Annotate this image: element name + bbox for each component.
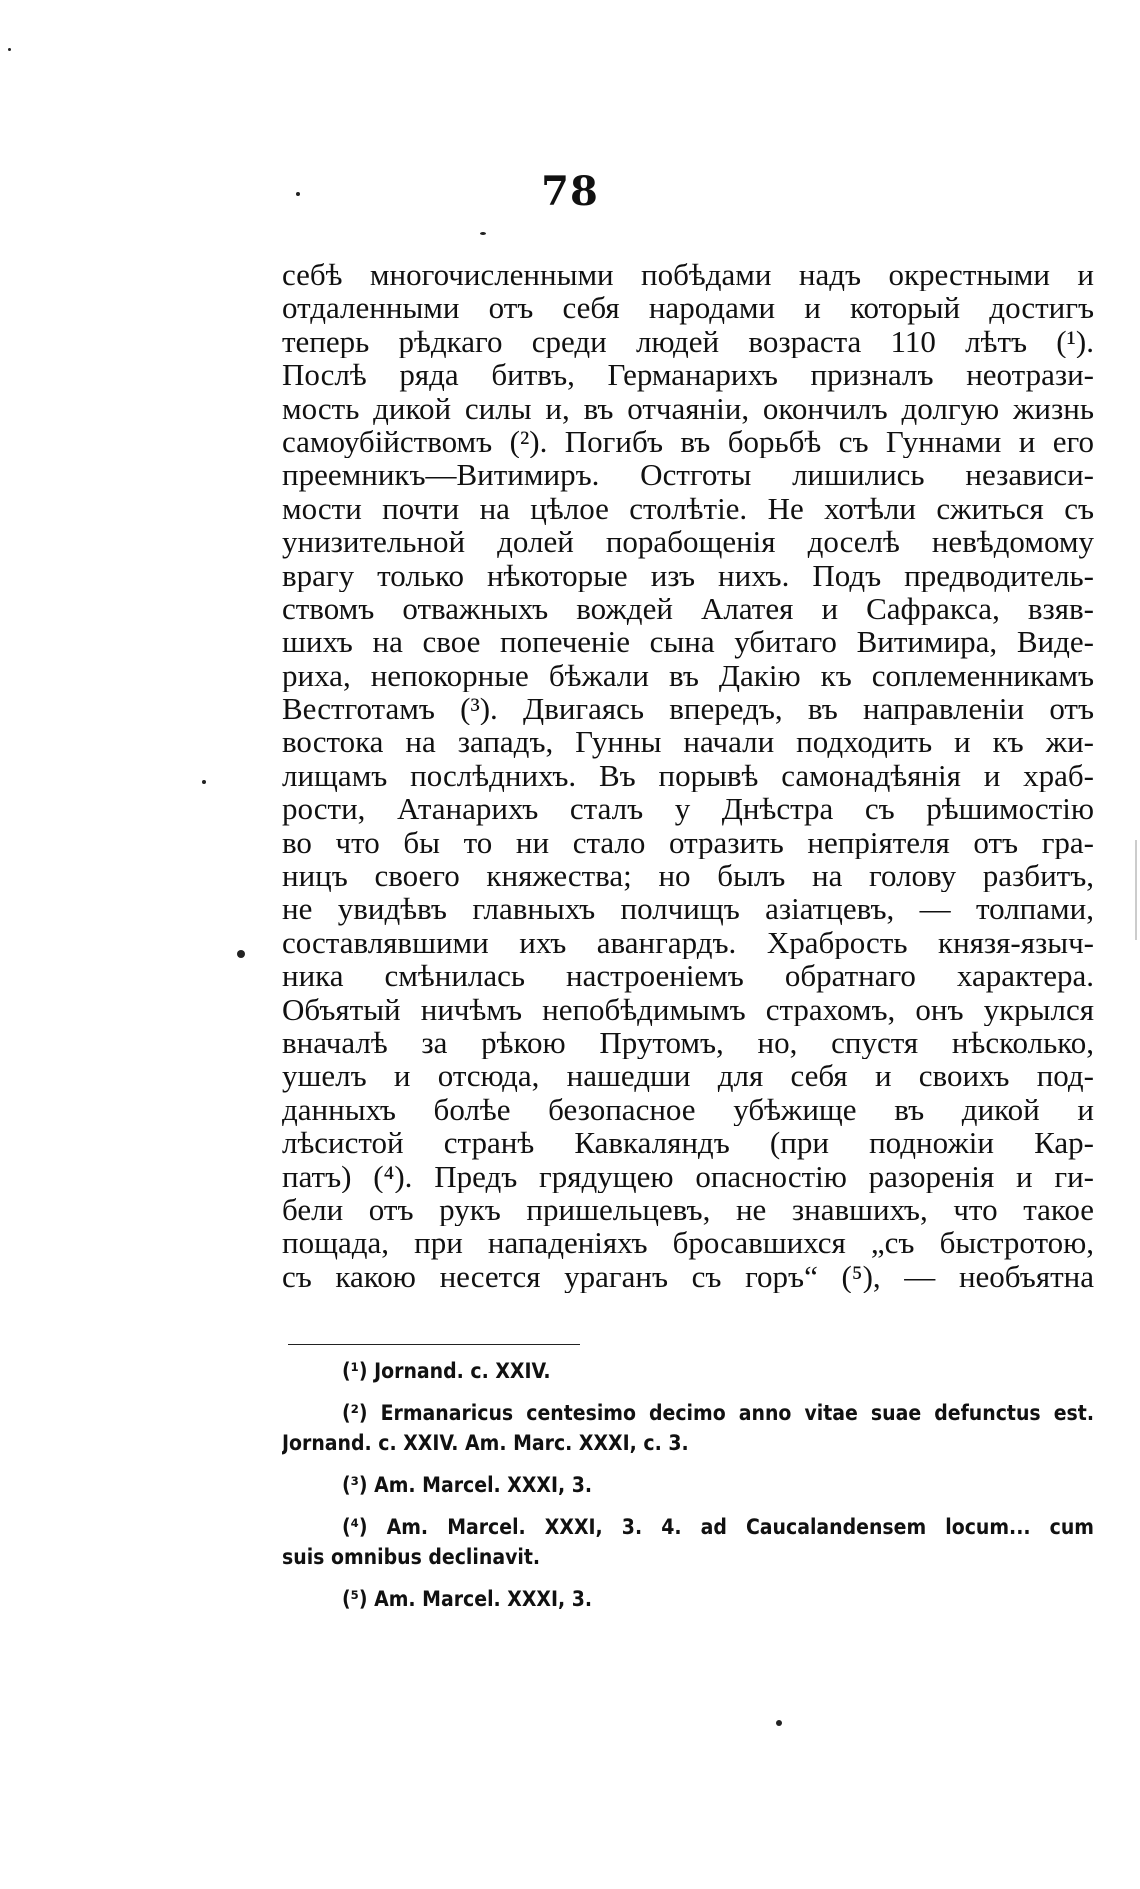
text-line: не увидѣвъ главныхъ полчищъ азіатцевъ, — толпами,	[282, 892, 1094, 926]
footnote-marker: (²)	[342, 1401, 368, 1425]
footnote-marker: (³)	[342, 1473, 368, 1497]
footnote-line	[282, 1470, 1094, 1500]
footnote-line	[282, 1356, 1094, 1386]
text-line: отдаленными отъ себя народами и который достигъ	[282, 291, 1094, 325]
text-line: вначалѣ за рѣкою Прутомъ, но, спустя нѣсколько,	[282, 1025, 1094, 1060]
scan-speck	[8, 48, 11, 51]
scan-speck	[776, 1720, 782, 1726]
footnote-line: suis omnibus declinavit.	[282, 1545, 541, 1569]
text-line: ствомъ отважныхъ вождей Алатея и Сафракса, взяв-	[282, 591, 1094, 626]
text-line: во что бы то ни стало отразить непріятеля отъ гра-	[282, 825, 1094, 860]
text-line: мости почти на цѣлое столѣтіе. Не хотѣли сжиться съ	[282, 491, 1094, 526]
scan-speck	[480, 232, 486, 235]
scan-speck	[202, 780, 206, 784]
scan-edge-shadow	[1135, 840, 1137, 940]
text-line: ницъ своего княжества; но былъ на голову разбитъ,	[282, 859, 1094, 893]
text-line: ника смѣнилась настроеніемъ обратнаго характера.	[282, 959, 1094, 993]
text-line: самоубійствомъ (²). Погибъ въ борьбѣ съ Гуннами и его	[282, 424, 1094, 459]
text-line: рости, Атанарихъ сталъ у Днѣстра съ рѣшимостію	[282, 792, 1094, 826]
footnote-divider	[288, 1344, 580, 1345]
text-line: ушелъ и отсюда, нашедши для себя и своихъ под-	[282, 1059, 1094, 1093]
text-line: врагу только нѣкоторые изъ нихъ. Подъ предводитель-	[282, 558, 1094, 592]
text-line: патъ) (⁴). Предъ грядущею опасностію разоренія и ги-	[282, 1159, 1094, 1193]
text-line: составлявшими ихъ авангардъ. Храбрость князя-языч-	[282, 925, 1094, 960]
footnote-line	[282, 1512, 1094, 1542]
main-text	[282, 258, 1094, 1293]
text-line: бели отъ рукъ пришельцевъ, не знавшихъ, что такое	[282, 1192, 1094, 1227]
text-line: данныхъ болѣе безопасное убѣжище въ дикой и	[282, 1092, 1094, 1127]
footnote-3	[282, 1470, 1094, 1500]
text-line: преемникъ—Витимиръ. Остготы лишились независи-	[282, 458, 1094, 492]
footnote-text: Am. Marcel. XXXI, 3.	[374, 1473, 593, 1497]
text-line: себѣ многочисленными побѣдами надъ окрестными и	[282, 258, 1094, 292]
footnote-marker: (¹)	[342, 1359, 368, 1383]
footnote-5	[282, 1584, 1094, 1614]
text-line: шихъ на свое попеченіе сына убитаго Витимира, Виде-	[282, 625, 1094, 659]
footnote-2	[282, 1398, 1094, 1458]
footnote-text: Am. Marcel. XXXI, 3. 4. ad Caucalandensem locum... cum	[386, 1515, 1094, 1539]
text-line: унизительной долей порабощенія доселѣ невѣдомому	[282, 525, 1094, 559]
footnotes	[282, 1356, 1094, 1626]
footnote-text: Ermanaricus centesimo decimo anno vitae suae defunctus est.	[380, 1401, 1094, 1425]
text-line: Объятый ничѣмъ непобѣдимымъ страхомъ, онъ укрылся	[282, 992, 1094, 1026]
text-line: теперь рѣдкаго среди людей возраста 110 лѣтъ (¹).	[282, 324, 1094, 359]
text-line: Послѣ ряда битвъ, Германарихъ призналъ неотрази-	[282, 358, 1094, 392]
text-line: востока на западъ, Гунны начали подходить и къ жи-	[282, 725, 1094, 759]
text-line: пощада, при нападеніяхъ бросавшихся „съ быстротою,	[282, 1226, 1094, 1260]
page-number: 78	[541, 168, 599, 215]
text-line: съ какою несется ураганъ съ горъ“ (⁵), — необъятна	[282, 1259, 1094, 1294]
footnote-line	[282, 1584, 1094, 1614]
footnote-marker: (⁴)	[342, 1515, 368, 1539]
text-line: риха, непокорные бѣжали въ Дакію къ соплеменникамъ	[282, 658, 1094, 693]
footnote-1	[282, 1356, 1094, 1386]
text-line: лищамъ послѣднихъ. Въ порывѣ самонадѣянія и храб-	[282, 758, 1094, 793]
footnote-text: Am. Marcel. XXXI, 3.	[374, 1587, 593, 1611]
text-line: Вестготамъ (³). Двигаясь впередъ, въ направленіи отъ	[282, 692, 1094, 726]
footnote-text: Jornand. c. XXIV.	[374, 1359, 551, 1383]
footnote-line: Jornand. c. XXIV. Am. Marc. XXXI, c. 3.	[282, 1431, 689, 1455]
footnote-line	[282, 1398, 1094, 1428]
footnote-4	[282, 1512, 1094, 1572]
footnote-marker: (⁵)	[342, 1587, 368, 1611]
text-line: мость дикой силы и, въ отчаяніи, окончилъ долгую жизнь	[282, 391, 1094, 425]
scan-speck	[237, 950, 245, 958]
text-line: лѣсистой странѣ Кавкаляндъ (при подножіи Кар-	[282, 1126, 1094, 1160]
